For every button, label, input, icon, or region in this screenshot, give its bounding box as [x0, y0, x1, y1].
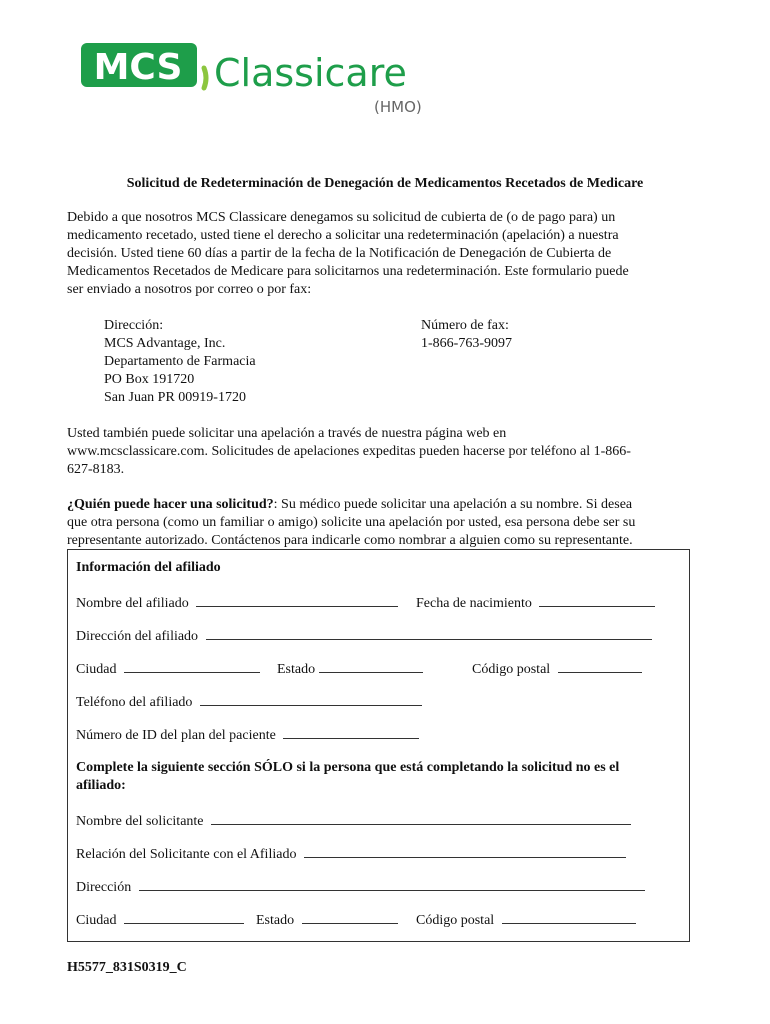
city-field[interactable]: [124, 659, 260, 673]
member-name-field[interactable]: [196, 593, 398, 607]
web-paragraph: [67, 425, 707, 479]
member-address-label: Dirección del afiliado: [76, 629, 199, 644]
dob-label: Fecha de nacimiento: [416, 596, 532, 611]
requester-zip-label: Código postal: [416, 913, 495, 928]
requester-state-field[interactable]: [302, 910, 398, 924]
requester-note-line: afiliado:: [76, 778, 126, 793]
state-label: Estado: [277, 662, 316, 677]
section-title-member-info: Información del afiliado: [76, 560, 221, 575]
state-row: [277, 659, 423, 678]
zip-label: Código postal: [472, 662, 551, 677]
web-line: 627-8183.: [67, 462, 125, 477]
logo-brand-name: Classicare: [214, 51, 407, 95]
who-can-request-paragraph: [67, 496, 707, 550]
intro-line: decisión. Usted tiene 60 días a partir de la fecha de la Notificación de Denegación de Cubierta de: [67, 246, 612, 261]
zip-row: [472, 659, 642, 678]
intro-paragraph: [67, 209, 707, 299]
fax-label: Número de fax:: [421, 318, 509, 333]
city-row: [76, 659, 260, 678]
city-label: Ciudad: [76, 662, 117, 677]
fax-info: [421, 317, 512, 353]
fax-number: 1-866-763-9097: [421, 336, 512, 351]
state-field[interactable]: [319, 659, 423, 673]
logo-accent-mark: [204, 68, 206, 88]
requester-address-field[interactable]: [139, 877, 645, 891]
phone-row: [76, 692, 422, 711]
intro-line: medicamento recetado, usted tiene el derecho a solicitar una redeterminación (apelación) a nuestra: [67, 228, 619, 243]
requester-zip-row: [416, 910, 636, 929]
relationship-row: [76, 844, 626, 863]
mcs-classicare-logo: [80, 40, 425, 118]
requester-state-label: Estado: [256, 913, 295, 928]
requester-note: [76, 759, 619, 795]
member-address-field[interactable]: [206, 626, 652, 640]
dob-field[interactable]: [539, 593, 655, 607]
mailing-address: [104, 317, 256, 407]
relationship-label: Relación del Solicitante con el Afiliado: [76, 847, 297, 862]
plan-id-label: Número de ID del plan del paciente: [76, 728, 276, 743]
address-line: San Juan PR 00919-1720: [104, 390, 246, 405]
relationship-field[interactable]: [304, 844, 626, 858]
requester-name-field[interactable]: [211, 811, 631, 825]
who-answer: : Su médico puede solicitar una apelación a su nombre. Si desea: [273, 497, 633, 512]
zip-field[interactable]: [558, 659, 642, 673]
who-line: representante autorizado. Contáctenos para indicarle como nombrar a alguien como su representante.: [67, 533, 633, 548]
address-line: MCS Advantage, Inc.: [104, 336, 226, 351]
address-line: Dirección:: [104, 318, 164, 333]
plan-id-row: [76, 725, 419, 744]
phone-label: Teléfono del afiliado: [76, 695, 193, 710]
who-line: [67, 496, 707, 514]
requester-city-row: [76, 910, 244, 929]
requester-name-label: Nombre del solicitante: [76, 814, 204, 829]
requester-name-row: [76, 811, 631, 830]
requester-address-row: [76, 877, 645, 896]
requester-city-label: Ciudad: [76, 913, 117, 928]
member-info-form: [67, 549, 690, 942]
web-line: Usted también puede solicitar una apelación a través de nuestra página web en: [67, 426, 507, 441]
form-code: H5577_831S0319_C: [67, 960, 187, 975]
logo-hmo: (HMO): [374, 98, 422, 116]
member-name-label: Nombre del afiliado: [76, 596, 189, 611]
requester-note-line: Complete la siguiente sección SÓLO si la persona que está completando la solicitud no es el: [76, 760, 620, 775]
dob-row: [416, 593, 655, 612]
member-name-row: [76, 593, 398, 612]
phone-field[interactable]: [200, 692, 422, 706]
requester-address-label: Dirección: [76, 880, 132, 895]
web-line: www.mcsclassicare.com. Solicitudes de apelaciones expeditas pueden hacerse por teléfono al 1-866-: [67, 444, 631, 459]
address-line: PO Box 191720: [104, 372, 195, 387]
requester-zip-field[interactable]: [502, 910, 636, 924]
who-line: que otra persona (como un familiar o amigo) solicite una apelación por usted, esa persona debe ser su: [67, 515, 636, 530]
member-address-row: [76, 626, 652, 645]
intro-line: Debido a que nosotros MCS Classicare denegamos su solicitud de cubierta de (o de pago para) un: [67, 210, 616, 225]
intro-line: ser enviado a nosotros por correo o por fax:: [67, 282, 312, 297]
plan-id-field[interactable]: [283, 725, 419, 739]
requester-state-row: [256, 910, 398, 929]
address-line: Departamento de Farmacia: [104, 354, 256, 369]
logo-mcs-text: MCS: [93, 47, 183, 88]
document-title: Solicitud de Redeterminación de Denegación de Medicamentos Recetados de Medicare: [126, 176, 644, 191]
intro-line: Medicamentos Recetados de Medicare para solicitarnos una redeterminación. Este formulario puede: [67, 264, 629, 279]
who-question: ¿Quién puede hacer una solicitud?: [67, 497, 274, 512]
requester-city-field[interactable]: [124, 910, 244, 924]
